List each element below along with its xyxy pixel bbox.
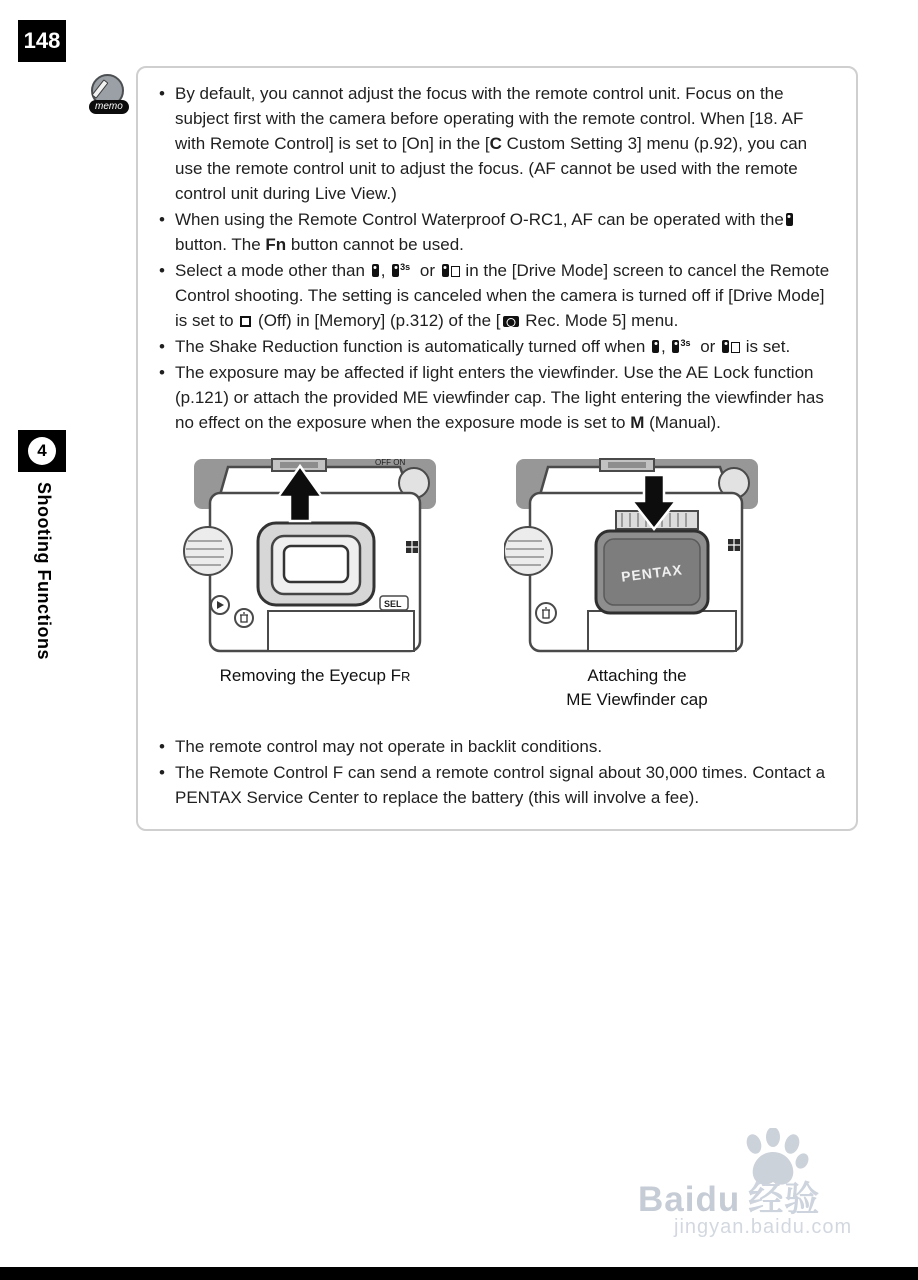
sel-label: SEL xyxy=(384,599,402,609)
memo-bullet: • The exposure may be affected if light enters the viewfinder. Use the AE Lock function (p.121) or attach the provided ME viewfinder cap. The light entering the viewfinder has no effect on the exposure when the exposure mode is set to M (Manual). xyxy=(159,363,824,432)
figure-caption-right: Attaching the ME Viewfinder cap xyxy=(566,666,708,709)
eyecup xyxy=(258,523,374,605)
remote-icon xyxy=(372,264,379,277)
camera-illustration-eyecup xyxy=(182,453,448,658)
remote-3s-icon: 3s xyxy=(392,264,399,277)
memo-icon xyxy=(88,74,130,116)
remote-cont-icon xyxy=(442,264,449,277)
figure-removing-eyecup xyxy=(182,453,448,712)
bottom-black-bar xyxy=(0,1267,918,1280)
remote-signal-icon xyxy=(786,213,793,226)
memo-bullet: • The Remote Control F can send a remote control signal about 30,000 times. Contact a PENTAX Service Center to replace the battery (this will involve a fee). xyxy=(159,763,826,807)
left-dial xyxy=(184,527,232,575)
chapter-title: Shooting Functions xyxy=(34,482,54,660)
remote-icon xyxy=(652,340,659,353)
left-dial xyxy=(504,527,552,575)
camera-icon xyxy=(503,316,519,327)
figure-row xyxy=(154,453,834,712)
memo-bullet-list-after xyxy=(154,734,834,810)
remote-cont-icon xyxy=(722,340,729,353)
delete-button xyxy=(536,603,556,623)
lcd-monitor xyxy=(268,611,414,651)
memo-box xyxy=(136,66,858,831)
page-number: 148 xyxy=(18,20,66,62)
viewfinder-cap xyxy=(596,531,708,613)
baidu-brand-text: Baidu 经验 xyxy=(638,1180,821,1219)
pentax-brand-label: PENTAX xyxy=(620,561,684,585)
camera-illustration-cap xyxy=(504,453,770,658)
memo-bullet-list xyxy=(154,81,834,435)
memo-bullet: • Select a mode other than , 3s or in the [Drive Mode] screen to cancel the Remote Control shooting. The setting is canceled when the camera is turned off if [Drive Mode] is set to (Off) in [Memory] (p.312) of the [ Rec. Mode 5] menu. xyxy=(159,261,830,330)
memo-bullet: • By default, you cannot adjust the focus with the remote control unit. Focus on the subject first with the camera before operating with the remote control. When [18. AF with Remote Control] is set to [On] in the [C Custom Setting 3] menu (p.92), you can use the remote control unit to adjust the focus. (AF cannot be used with the remote control unit during Live View.) xyxy=(159,84,808,203)
memo-bullet: • The remote control may not operate in backlit conditions. xyxy=(159,737,603,756)
figure-caption-left: Removing the Eyecup FR xyxy=(219,666,411,685)
chapter-number: 4 xyxy=(28,437,56,465)
delete-button xyxy=(235,609,253,627)
memo-label: memo xyxy=(89,100,129,114)
chapter-badge xyxy=(18,430,66,472)
remote-3s-icon: 3s xyxy=(672,340,679,353)
figure-attaching-cap xyxy=(504,453,770,712)
checkbox-off-icon xyxy=(240,316,251,327)
lcd-monitor xyxy=(588,611,736,651)
memo-bullet: • When using the Remote Control Waterproof O-RC1, AF can be operated with the button. The Fn button cannot be used. xyxy=(154,207,834,257)
power-switch-label: OFF ON xyxy=(375,458,406,467)
memo-bullet: • The Shake Reduction function is automatically turned off when , 3s or is set. xyxy=(159,337,791,356)
baidu-url-text: jingyan.baidu.com xyxy=(674,1216,853,1238)
